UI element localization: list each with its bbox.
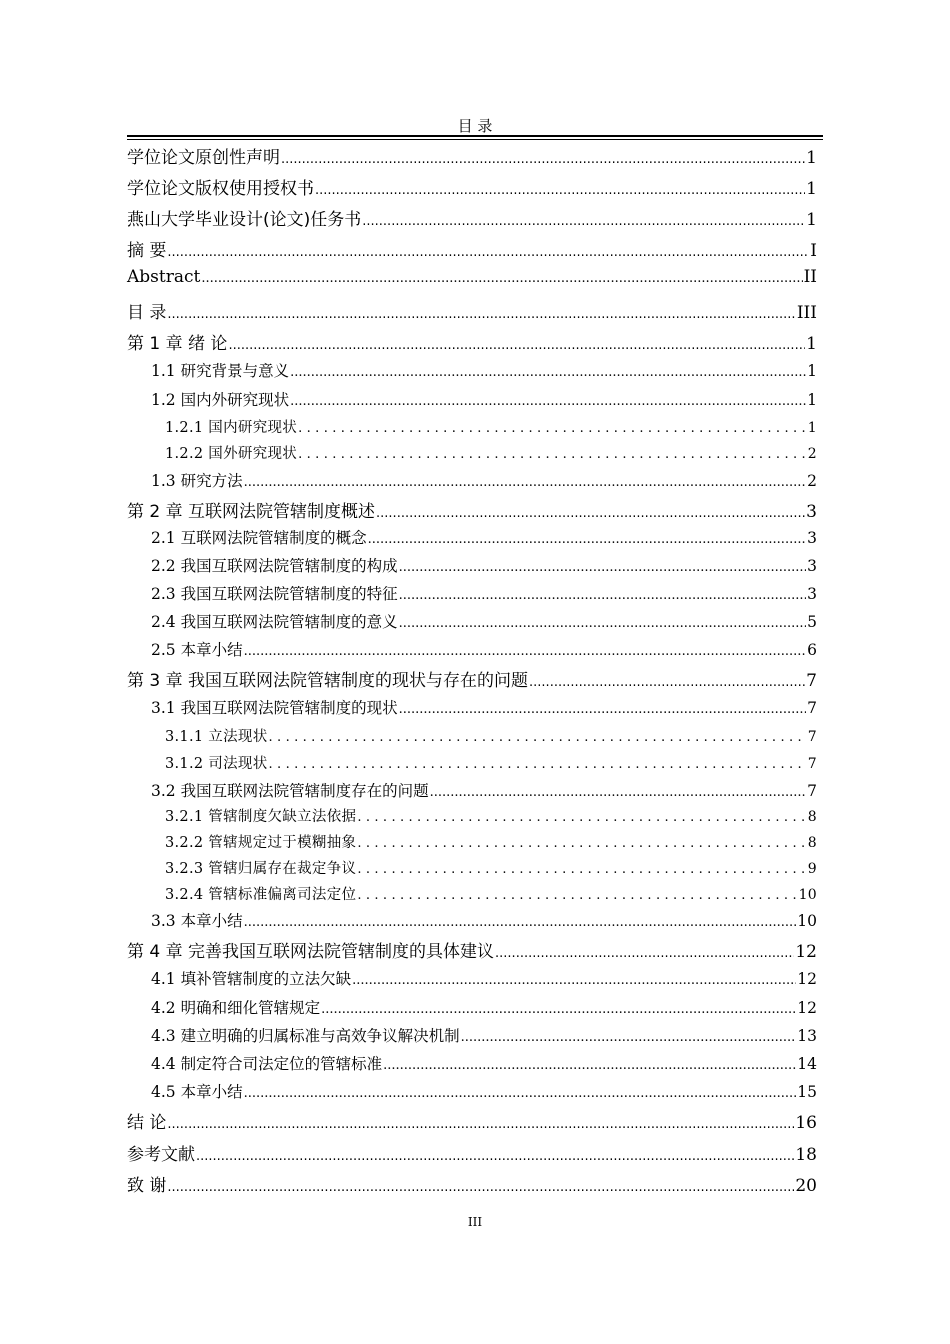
- toc-leader-dots: [244, 644, 807, 659]
- toc-entry-label: 4.2 明确和细化管辖规定: [151, 999, 321, 1017]
- toc-entry-label: 参考文献: [127, 1145, 195, 1165]
- toc-entry[interactable]: [127, 937, 817, 962]
- toc-entry[interactable]: [127, 174, 817, 199]
- toc-entry[interactable]: [127, 416, 817, 437]
- toc-entry[interactable]: [127, 805, 817, 826]
- toc-entry-page: 15: [797, 1083, 817, 1101]
- toc-entry[interactable]: [127, 1108, 817, 1133]
- toc-leader-dots: [495, 946, 794, 961]
- toc-entry-page: 7: [806, 671, 817, 691]
- toc-entry[interactable]: [127, 329, 817, 354]
- toc-leader-dots: [399, 616, 807, 631]
- toc-leader-dots: [167, 1180, 794, 1195]
- toc-entry-label: 3.1.2 司法现状: [165, 756, 268, 772]
- toc-leader-dots: [167, 307, 795, 322]
- toc-entry-page: 7: [807, 699, 817, 717]
- toc-entry-page: 3: [806, 502, 817, 522]
- toc-entry[interactable]: [127, 638, 817, 660]
- toc-entry-page: 2: [807, 472, 817, 490]
- toc-leader-dots: [167, 245, 809, 260]
- toc-entry[interactable]: [127, 143, 817, 168]
- toc-entry[interactable]: [127, 1024, 817, 1046]
- toc-entry[interactable]: [127, 1052, 817, 1074]
- toc-leader-dots: [529, 675, 805, 690]
- toc-entry-label: 致 谢: [127, 1176, 167, 1196]
- toc-entry[interactable]: [127, 779, 817, 801]
- toc-entry-page: 3: [807, 557, 817, 575]
- toc-entry[interactable]: [127, 497, 817, 522]
- toc-entry[interactable]: [127, 610, 817, 632]
- toc-entry-page: III: [796, 303, 817, 323]
- toc-entry-page: 3: [807, 529, 817, 547]
- toc-leader-dots: [269, 730, 807, 745]
- toc-leader-dots: [201, 271, 802, 286]
- toc-entry-page: 1: [807, 391, 817, 409]
- toc-entry-page: 8: [807, 809, 817, 825]
- toc-leader-dots: [461, 1030, 797, 1045]
- toc-entry-page: 16: [795, 1113, 817, 1133]
- toc-entry-label: 1.2 国内外研究现状: [151, 391, 290, 409]
- toc-entry[interactable]: [127, 359, 817, 381]
- toc-entry-label: 4.4 制定符合司法定位的管辖标准: [151, 1055, 383, 1073]
- toc-entry-page: 9: [807, 861, 817, 877]
- toc-entry-page: 3: [807, 585, 817, 603]
- toc-entry[interactable]: [127, 388, 817, 410]
- toc-entry-label: 2.4 我国互联网法院管辖制度的意义: [151, 613, 398, 631]
- toc-entry[interactable]: [127, 725, 817, 746]
- toc-entry-page: II: [803, 267, 817, 287]
- toc-entry-label: 第 3 章 我国互联网法院管辖制度的现状与存在的问题: [127, 671, 529, 691]
- toc-leader-dots: [244, 475, 807, 490]
- toc-entry-label: 4.5 本章小结: [151, 1083, 243, 1101]
- toc-leader-dots: [281, 152, 805, 167]
- page-number: III: [467, 1215, 483, 1229]
- toc-entry-page: 5: [807, 613, 817, 631]
- toc-entry-label: 燕山大学毕业设计(论文)任务书: [127, 210, 362, 230]
- toc-entry-label: 3.2.3 管辖归属存在裁定争议: [165, 861, 357, 877]
- toc-entry-page: 18: [795, 1145, 817, 1165]
- toc-entry-page: 2: [807, 446, 817, 462]
- toc-entry-page: 14: [797, 1055, 817, 1073]
- toc-entry-page: 7: [807, 782, 817, 800]
- toc-entry-label: 1.3 研究方法: [151, 472, 243, 490]
- toc-entry-label: 2.5 本章小结: [151, 641, 243, 659]
- toc-leader-dots: [430, 785, 807, 800]
- toc-entry-label: 摘 要: [127, 241, 167, 261]
- toc-entry-label: 2.2 我国互联网法院管辖制度的构成: [151, 557, 398, 575]
- toc-entry[interactable]: [127, 696, 817, 718]
- toc-entry[interactable]: [127, 883, 817, 904]
- toc-entry-page: 1: [806, 179, 817, 199]
- toc-leader-dots: [399, 560, 807, 575]
- toc-entry-page: 1: [806, 210, 817, 230]
- toc-entry-page: 7: [807, 729, 817, 745]
- toc-leader-dots: [399, 702, 807, 717]
- toc-leader-dots: [244, 915, 797, 930]
- toc-leader-dots: [357, 810, 806, 825]
- toc-leader-dots: [228, 338, 805, 353]
- toc-entry-label: 3.3 本章小结: [151, 912, 243, 930]
- toc-leader-dots: [376, 506, 805, 521]
- toc-entry-label: 第 1 章 绪 论: [127, 334, 228, 354]
- header-rule-thin: [127, 139, 823, 140]
- toc-entry[interactable]: [127, 205, 817, 230]
- toc-leader-dots: [357, 862, 806, 877]
- toc-leader-dots: [167, 1117, 794, 1132]
- toc-entry-label: 1.1 研究背景与意义: [151, 362, 290, 380]
- toc-leader-dots: [298, 421, 807, 436]
- header-rule-thick: [127, 135, 823, 137]
- toc-entry-label: 第 2 章 互联网法院管辖制度概述: [127, 502, 376, 522]
- toc-entry-page: 10: [797, 912, 817, 930]
- toc-leader-dots: [321, 1002, 796, 1017]
- toc-leader-dots: [315, 183, 805, 198]
- toc-entry-label: 3.1 我国互联网法院管辖制度的现状: [151, 699, 398, 717]
- toc-entry-page: 8: [807, 835, 817, 851]
- toc-entry-label: 目 录: [127, 303, 167, 323]
- toc-entry-label: 3.2.4 管辖标准偏离司法定位: [165, 887, 357, 903]
- toc-entry[interactable]: [127, 996, 817, 1018]
- toc-entry-label: Abstract: [127, 267, 201, 287]
- toc-entry-label: 结 论: [127, 1113, 167, 1133]
- toc-entry-page: 1: [806, 148, 817, 168]
- toc-entry[interactable]: [127, 1140, 817, 1165]
- toc-entry[interactable]: [127, 909, 817, 931]
- toc-entry-page: 20: [795, 1176, 817, 1196]
- toc-entry-label: 学位论文原创性声明: [127, 148, 280, 168]
- toc-leader-dots: [290, 394, 806, 409]
- toc-entry-label: 第 4 章 完善我国互联网法院管辖制度的具体建议: [127, 942, 495, 962]
- toc-leader-dots: [244, 1086, 797, 1101]
- toc-leader-dots: [368, 532, 807, 547]
- toc-entry-page: 12: [795, 942, 817, 962]
- toc-entry-label: 2.3 我国互联网法院管辖制度的特征: [151, 585, 398, 603]
- toc-entry[interactable]: [127, 267, 817, 287]
- toc-leader-dots: [352, 973, 796, 988]
- toc-entry-label: 3.1.1 立法现状: [165, 729, 268, 745]
- toc-entry-page: 6: [807, 641, 817, 659]
- toc-leader-dots: [269, 757, 807, 772]
- toc-entry[interactable]: [127, 1171, 817, 1196]
- toc-entry-page: 1: [807, 420, 817, 436]
- toc-leader-dots: [383, 1058, 796, 1073]
- toc-leader-dots: [362, 214, 805, 229]
- toc-leader-dots: [290, 365, 806, 380]
- toc-entry-label: 3.2 我国互联网法院管辖制度存在的问题: [151, 782, 429, 800]
- toc-entry[interactable]: [127, 442, 817, 463]
- toc-entry[interactable]: [127, 857, 817, 878]
- toc-entry[interactable]: [127, 752, 817, 773]
- toc-entry-label: 4.1 填补管辖制度的立法欠缺: [151, 970, 352, 988]
- toc-entry[interactable]: [127, 469, 817, 491]
- toc-header-title: 目 录: [457, 117, 493, 135]
- toc-entry-label: 1.2.1 国内研究现状: [165, 420, 298, 436]
- toc-entry[interactable]: [127, 967, 817, 989]
- toc-entry-page: 13: [797, 1027, 817, 1045]
- toc-leader-dots: [196, 1149, 794, 1164]
- toc-entry-page: 1: [806, 334, 817, 354]
- toc-entry-label: 3.2.1 管辖制度欠缺立法依据: [165, 809, 357, 825]
- toc-entry[interactable]: [127, 666, 817, 691]
- toc-entry-label: 1.2.2 国外研究现状: [165, 446, 298, 462]
- toc-entry[interactable]: [127, 1080, 817, 1102]
- toc-entry-page: 10: [798, 887, 817, 903]
- toc-entry[interactable]: [127, 526, 817, 548]
- toc-entry-label: 2.1 互联网法院管辖制度的概念: [151, 529, 367, 547]
- toc-leader-dots: [357, 888, 797, 903]
- toc-entry-page: 12: [797, 970, 817, 988]
- toc-entry[interactable]: [127, 554, 817, 576]
- toc-entry-page: 12: [797, 999, 817, 1017]
- toc-leader-dots: [357, 836, 806, 851]
- toc-entry[interactable]: [127, 298, 817, 323]
- toc-leader-dots: [399, 588, 807, 603]
- toc-entry[interactable]: [127, 831, 817, 852]
- toc-entry-label: 3.2.2 管辖规定过于模糊抽象: [165, 835, 357, 851]
- toc-entry[interactable]: [127, 582, 817, 604]
- toc-entry-page: 7: [807, 756, 817, 772]
- toc-entry[interactable]: [127, 236, 817, 261]
- toc-leader-dots: [298, 447, 807, 462]
- toc-entry-page: I: [810, 241, 817, 261]
- toc-entry-page: 1: [807, 362, 817, 380]
- toc-entry-label: 学位论文版权使用授权书: [127, 179, 314, 199]
- toc-entry-label: 4.3 建立明确的归属标准与高效争议解决机制: [151, 1027, 460, 1045]
